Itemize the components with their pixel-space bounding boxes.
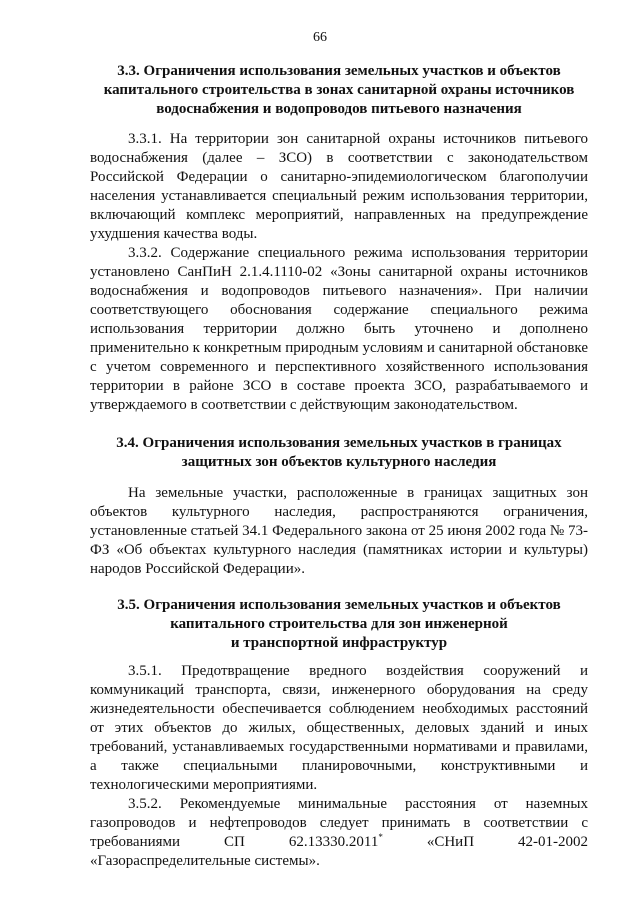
paragraph-3-5-2-start: 3.5.2. Рекомендуемые минимальные расстояния от наземных газопроводов и нефтепроводов следует принимать в соответствии с требованиями СП 62.13330.2011 (90, 796, 588, 850)
section-3-5-body (90, 662, 588, 871)
section-3-3-body (90, 130, 588, 415)
paragraph-3-3-1: 3.3.1. На территории зон санитарной охраны источников питьевого водоснабжения (далее – ЗСО) в соответствии с законодательством Российской Федерации о санитарно-эпидемиологическом благополучии населения устанавливается специальный режим использования территории, включающий комплекс мероприятий, направленных на предупреждение ухудшения качества воды. (90, 131, 588, 242)
paragraph-3-5-2 (90, 795, 588, 871)
paragraph-3-5-2-end: «СНиП 42-01-2002 «Газораспределительные системы». (90, 834, 589, 869)
page-number: 66 (313, 30, 327, 45)
section-3-5-heading-line2: и транспортной инфраструктур (230, 635, 448, 651)
section-3-4-heading: 3.4. Ограничения использования земельных участков в границах защитных зон объектов культурного наследия (116, 435, 562, 470)
section-3-5-heading (90, 596, 588, 653)
paragraph-3-3-2: 3.3.2. Содержание специального режима использования территории установлено СанПиН 2.1.4.1110-02 «Зоны санитарной охраны источников водоснабжения и водопроводов питьевого назначения». При наличии соответствующего обоснования содержание специального режима использования территории должно быть уточнено и дополнено применительно к конкретным природным условиям и санитарной обстановке с учетом современного и перспективного хозяйственного использования территории в районе ЗСО в составе проекта ЗСО, разрабатываемого и утверждаемого в соответствии с действующим законодательством. (90, 245, 588, 413)
section-3-3-heading: 3.3. Ограничения использования земельных участков и объектов капитального строительства в зонах санитарной охраны источников водоснабжения и водопроводов питьевого назначения (103, 63, 575, 117)
paragraph-3-5-1: 3.5.1. Предотвращение вредного воздействия сооружений и коммуникаций транспорта, связи, инженерного оборудования на среду жизнедеятельности обеспечивается соблюдением необходимых расстояний от этих объектов до жилых, общественных, деловых зданий и иных требований, устанавливаемых государственными нормативами и правилами, а также специальными планировочными, конструктивными и технологическими мероприятиями. (90, 663, 588, 793)
paragraph-3-4: На земельные участки, расположенные в границах защитных зон объектов культурного наследия, распространяются ограничения, установленные статьей 34.1 Федерального закона от 25 июня 2002 года № 73-ФЗ «Об объектах культурного наследия (памятниках истории и культуры) народов Российской Федерации». (90, 485, 588, 577)
footnote-mark: * (378, 832, 383, 842)
section-3-5-heading-line1: 3.5. Ограничения использования земельных участков и объектов капитального строительства для зон инженерной (117, 597, 561, 632)
section-3-4-body (90, 484, 588, 579)
